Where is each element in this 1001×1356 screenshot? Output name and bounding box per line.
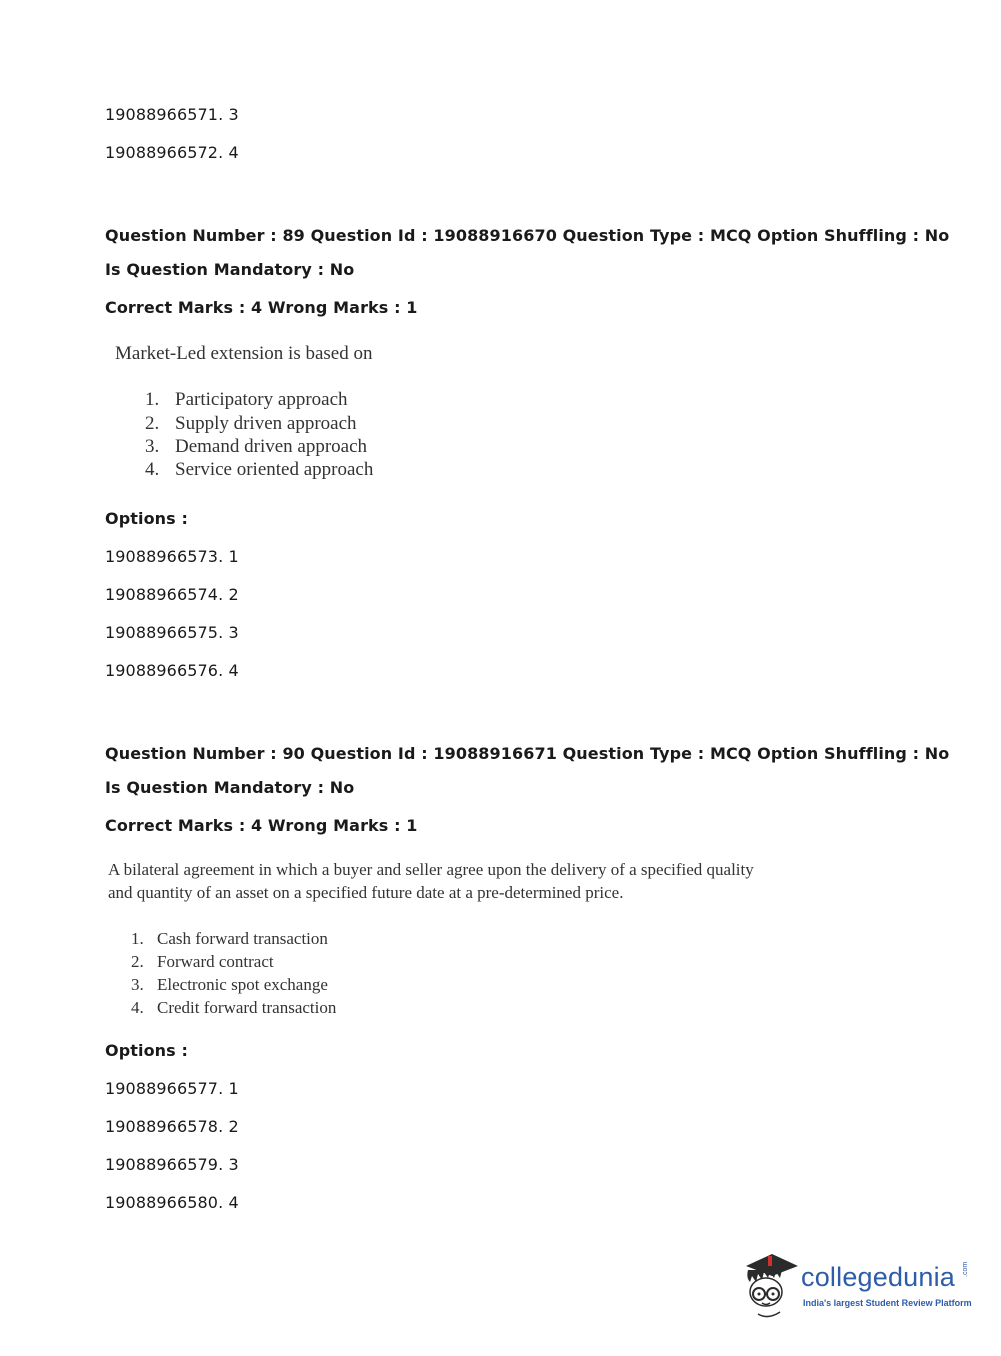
choice-number: 2. xyxy=(131,952,144,971)
question-text: Market-Led extension is based on xyxy=(115,343,373,364)
choice-text: Participatory approach xyxy=(175,389,348,410)
options-label: Options : xyxy=(105,509,188,528)
question-choice xyxy=(145,435,367,459)
question-mandatory: Is Question Mandatory : No xyxy=(105,778,355,797)
choice-number: 1. xyxy=(145,389,160,410)
option-line: 19088966573. 1 xyxy=(105,547,239,566)
question-text: and quantity of an asset on a specified future date at a pre-determined price. xyxy=(108,883,624,902)
choice-text: Supply driven approach xyxy=(175,413,357,434)
choice-text: Forward contract xyxy=(157,952,274,971)
question-mandatory: Is Question Mandatory : No xyxy=(105,260,355,279)
option-line: 19088966572. 4 xyxy=(105,143,239,162)
choice-text: Electronic spot exchange xyxy=(157,975,328,994)
option-line: 19088966575. 3 xyxy=(105,623,239,642)
logo-wordmark: collegedunia xyxy=(801,1262,956,1292)
option-line: 19088966580. 4 xyxy=(105,1193,239,1212)
question-choice xyxy=(145,458,373,482)
choice-text: Service oriented approach xyxy=(175,459,374,480)
choice-number: 3. xyxy=(131,975,144,994)
option-line: 19088966579. 3 xyxy=(105,1155,239,1174)
question-choice xyxy=(131,973,328,996)
question-choice xyxy=(145,412,357,436)
choice-number: 4. xyxy=(131,998,144,1017)
logo-tagline: India's largest Student Review Platform xyxy=(803,1298,972,1308)
option-line: 19088966574. 2 xyxy=(105,585,239,604)
option-line: 19088966577. 1 xyxy=(105,1079,239,1098)
choice-text: Demand driven approach xyxy=(175,436,368,457)
question-header: Question Number : 90 Question Id : 19088916671 Question Type : MCQ Option Shuffling : No xyxy=(105,744,950,763)
question-text: A bilateral agreement in which a buyer and seller agree upon the delivery of a specified quality xyxy=(108,860,754,879)
option-line: 19088966576. 4 xyxy=(105,661,239,680)
option-line: 19088966578. 2 xyxy=(105,1117,239,1136)
question-marks: Correct Marks : 4 Wrong Marks : 1 xyxy=(105,298,418,317)
logo-suffix: .com xyxy=(962,1261,969,1277)
option-line: 19088966571. 3 xyxy=(105,105,239,124)
choice-number: 3. xyxy=(145,436,160,457)
question-header: Question Number : 89 Question Id : 19088916670 Question Type : MCQ Option Shuffling : No xyxy=(105,226,950,245)
question-choice xyxy=(131,950,274,973)
question-choice xyxy=(145,388,348,412)
choice-text: Cash forward transaction xyxy=(157,929,328,948)
options-label: Options : xyxy=(105,1041,188,1060)
choice-number: 2. xyxy=(145,413,160,434)
mascot-icon xyxy=(740,1248,800,1320)
choice-number: 4. xyxy=(145,459,160,480)
question-choice xyxy=(131,927,328,950)
question-marks: Correct Marks : 4 Wrong Marks : 1 xyxy=(105,816,418,835)
choice-number: 1. xyxy=(131,929,144,948)
choice-text: Credit forward transaction xyxy=(157,998,337,1017)
question-choice xyxy=(131,996,336,1019)
